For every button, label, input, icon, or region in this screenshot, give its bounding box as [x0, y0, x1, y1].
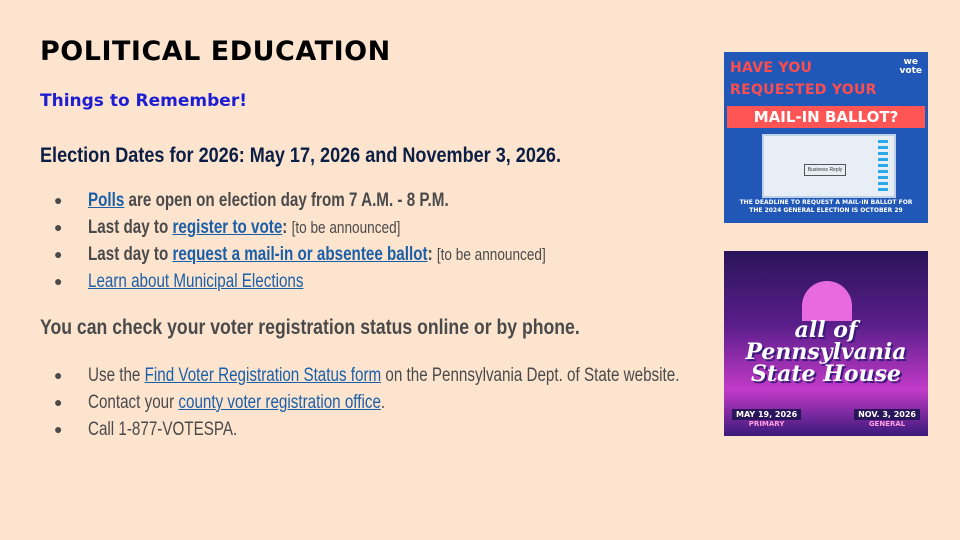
list-item [0, 214, 660, 241]
state-house-poster [724, 251, 928, 436]
list-item-text: Contact your [88, 392, 179, 413]
list-item [0, 187, 660, 214]
county-office-link[interactable]: county voter registration office [178, 392, 381, 413]
list-item-text: Last day to [88, 244, 173, 265]
bullet-icon: ● [54, 246, 63, 262]
page-title: POLITICAL EDUCATION [40, 36, 391, 67]
bullet-icon: ● [54, 219, 63, 235]
poster-headline: all of Pennsylvania State House [745, 317, 907, 387]
list-item-text: . [380, 392, 386, 413]
tba-text: [to be announced] [291, 218, 401, 237]
bullet-icon: ● [54, 273, 63, 289]
primary-date: MAY 19, 2026 PRIMARY [732, 409, 801, 428]
list-item [0, 389, 827, 416]
find-registration-status-link[interactable]: Find Voter Registration Status form [144, 365, 382, 386]
bullet-icon: ● [54, 421, 63, 437]
poster-text: REQUESTED YOUR [730, 82, 877, 98]
bullet-icon: ● [54, 192, 63, 208]
list-item-text: : [282, 217, 292, 238]
capitol-dome-illustration [802, 281, 852, 321]
list-item [0, 268, 660, 295]
municipal-elections-link[interactable]: Learn about Municipal Elections [88, 271, 304, 292]
business-reply-card: Business Reply [804, 164, 846, 176]
poster-footer: THE DEADLINE TO REQUEST A MAIL-IN BALLOT FOR THE 2024 GENERAL ELECTION IS OCTOBER 29 [739, 199, 913, 214]
poster-dates [732, 409, 920, 428]
we-vote-logo: we vote [899, 57, 922, 76]
tba-text: [to be announced] [436, 245, 546, 264]
election-info-list [0, 187, 660, 295]
list-item [0, 362, 827, 389]
list-item [0, 416, 827, 443]
list-item-text: Call 1-877-VOTESPA. [88, 419, 238, 440]
list-item-text: : [427, 244, 437, 265]
bullet-icon: ● [54, 394, 63, 410]
poster-text: HAVE YOU [730, 60, 813, 76]
list-item-text: on the Pennsylvania Dept. of State website. [381, 365, 680, 386]
registration-list [0, 362, 827, 443]
list-item-text: are open on election day from 7 A.M. - 8 P.M. [124, 190, 449, 211]
list-item-text: Last day to [88, 217, 173, 238]
election-dates-heading: Election Dates for 2026: May 17, 2026 and November 3, 2026. [40, 144, 561, 167]
polls-link[interactable]: Polls [88, 190, 125, 211]
request-mail-in-ballot-link[interactable]: request a mail-in or absentee ballot [172, 244, 428, 265]
mail-in-ballot-poster [724, 52, 928, 223]
list-item [0, 241, 660, 268]
registration-check-heading: You can check your voter registration status online or by phone. [40, 316, 580, 339]
list-item-text: Use the [88, 365, 145, 386]
poster-headline: MAIL-IN BALLOT? [727, 106, 925, 128]
register-to-vote-link[interactable]: register to vote [172, 217, 283, 238]
envelope-illustration [762, 134, 896, 198]
bullet-icon: ● [54, 367, 63, 383]
page-subtitle: Things to Remember! [40, 91, 247, 111]
general-date: NOV. 3, 2026 GENERAL [854, 409, 920, 428]
